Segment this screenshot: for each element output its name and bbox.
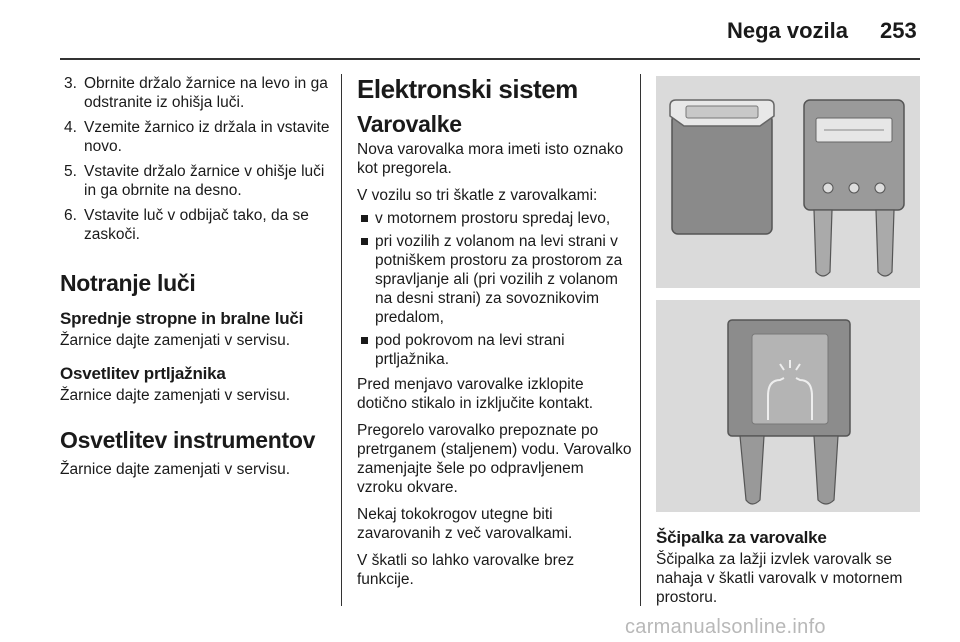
front-lights-text: Žarnice dajte zamenjati v servisu.: [60, 332, 291, 349]
paragraph: Nekaj tokokrogov utegne biti zavarovanih z več varovalkami.: [357, 506, 573, 542]
column-divider-left: [341, 74, 342, 606]
fuses-intro: Nova varovalka mora imeti isto oznako kot pregorela.: [357, 141, 624, 177]
page-number: 253: [880, 18, 917, 43]
section-heading: Elektronski sistem: [357, 74, 578, 104]
fuse-boxes-intro: V vozilu so tri škatle z varovalkami:: [357, 187, 598, 204]
list-item: pod pokrovom na levi strani prtljažnika.: [357, 331, 632, 369]
left-column: [60, 74, 330, 487]
column-divider-right: [640, 74, 641, 606]
list-item: 6. Vstavite luč v odbijač tako, da se zaskoči.: [64, 207, 309, 243]
front-lights-heading: Sprednje stropne in bralne luči: [60, 309, 304, 328]
fuse-puller-heading: Ščipalka za varovalke: [656, 528, 827, 547]
list-item: 3. Obrnite držalo žarnice na levo in ga odstranite iz ohišja luči.: [64, 75, 328, 111]
fuses-heading: Varovalke: [357, 111, 462, 137]
trunk-light-text: Žarnice dajte zamenjati v servisu.: [60, 387, 291, 404]
blown-fuse-drawing: [656, 300, 920, 512]
fuse-puller-text: Ščipalka za lažji izvlek varovalk se nahaja v škatli varovalk v motornem prostoru.: [656, 551, 903, 606]
list-item: 5. Vstavite držalo žarnice v ohišje luči in ga obrnite na desno.: [64, 163, 325, 199]
paragraph: Pregorelo varovalko prepoznate po pretrganem (staljenem) vodu. Varovalko zamenjajte šele po odpravljenem vzroku okvare.: [357, 422, 632, 496]
header-rule: [60, 58, 920, 60]
interior-lights-heading: Notranje luči: [60, 270, 196, 296]
list-item: 4. Vzemite žarnico iz držala in vstavite novo.: [64, 119, 330, 155]
list-item: v motornem prostoru spredaj levo,: [357, 209, 632, 228]
fuse-types-illustration: [656, 76, 920, 288]
paragraph: Pred menjavo varovalke izklopite dotično stikalo in izključite kontakt.: [357, 376, 594, 412]
trunk-light-heading: Osvetlitev prtljažnika: [60, 364, 226, 383]
instrument-lighting-heading: Osvetlitev instrumentov: [60, 427, 316, 453]
middle-column: [357, 74, 632, 597]
paragraph: V škatli so lahko varovalke brez funkcije.: [357, 552, 575, 588]
header-title: Nega vozila: [726, 18, 848, 43]
list-item: pri vozilih z volanom na levi strani v potniškem prostoru za prostorom za spravljanje ali (pri vozilih z volanom na desni strani) za sovoznikovim predalom,: [357, 232, 632, 327]
blown-fuse-illustration: [656, 300, 920, 512]
instrument-lighting-text: Žarnice dajte zamenjati v servisu.: [60, 461, 291, 478]
steps-list: [60, 74, 330, 244]
right-column: [656, 528, 920, 615]
fuse-types-drawing: [656, 76, 920, 288]
fuse-box-list: [357, 209, 632, 369]
watermark: carmanualsonline.info: [625, 616, 826, 638]
